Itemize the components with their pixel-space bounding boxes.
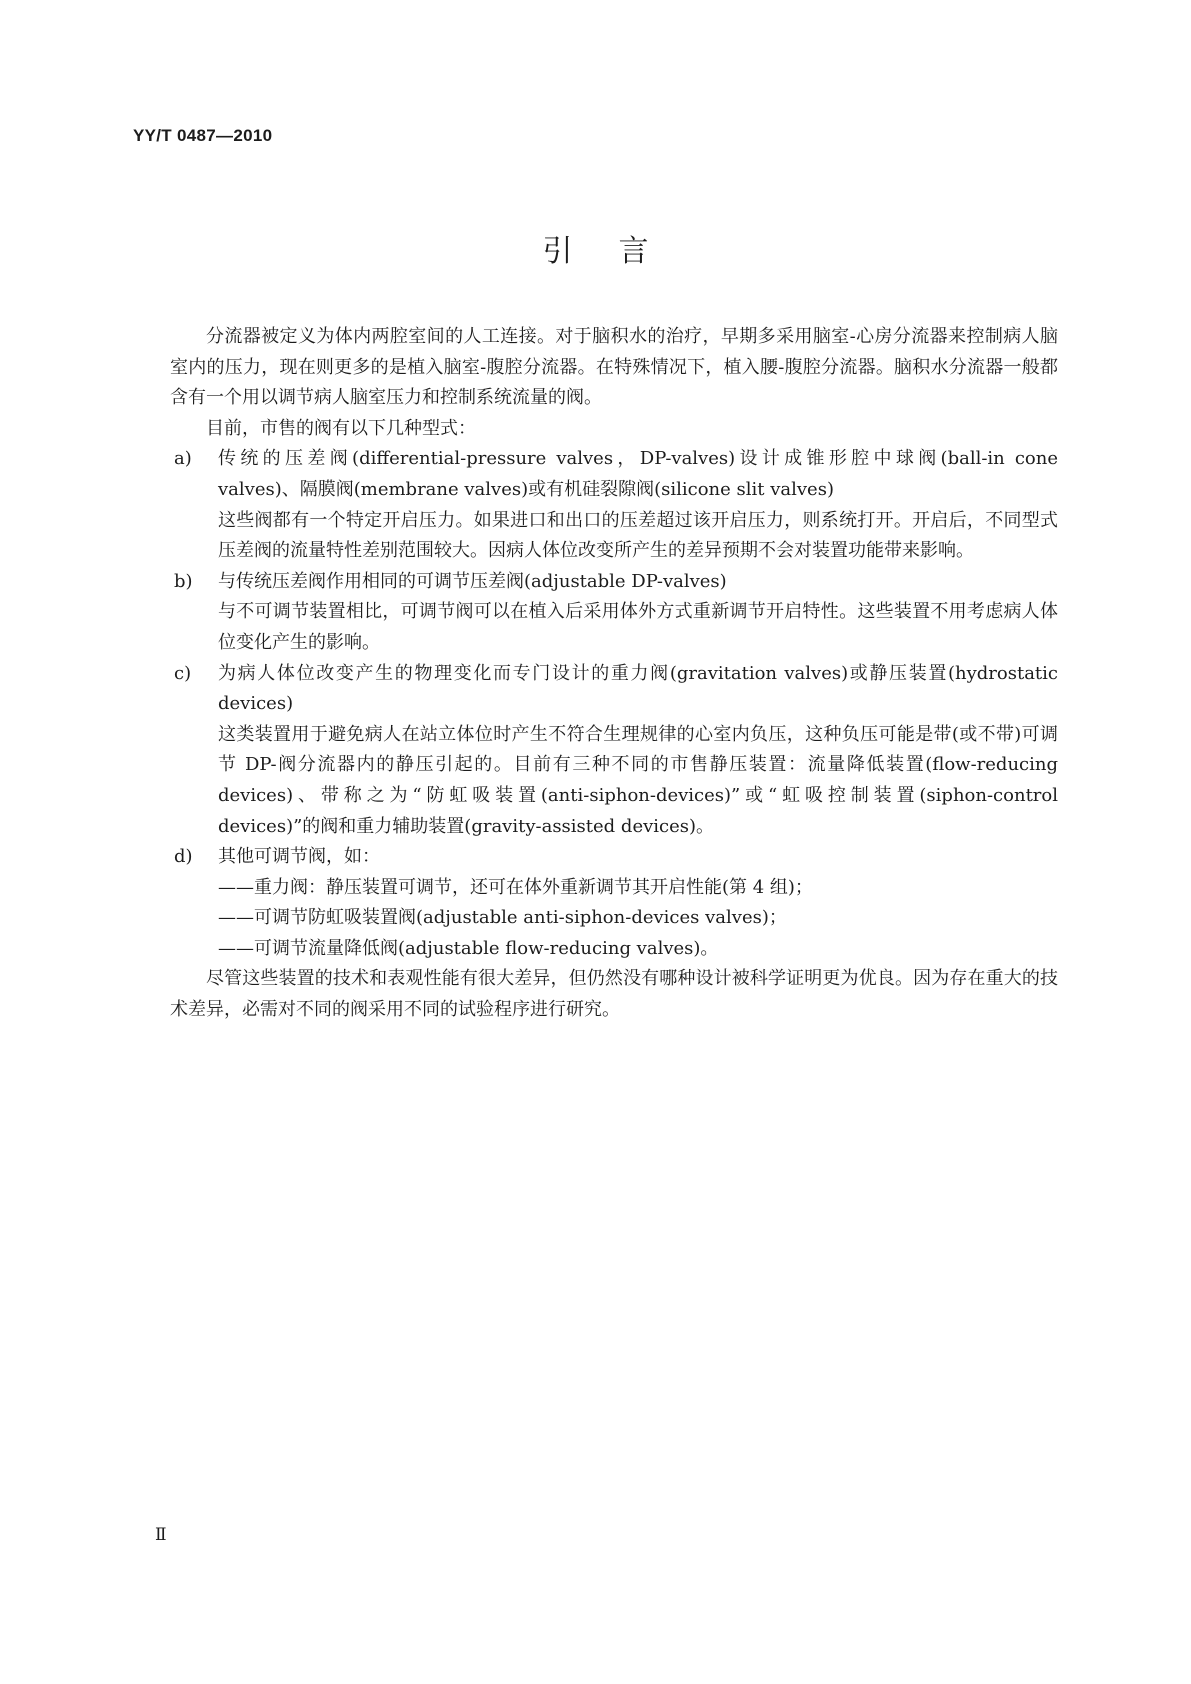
dash-item: ——可调节流量降低阀(adjustable flow-reducing valves)。	[218, 937, 719, 959]
list-item-detail: 这些阀都有一个特定开启压力。如果进口和出口的压差超过该开启压力，则系统打开。开启后，不同型式压差阀的流量特性差别范围较大。因病人体位改变所产生的差异预期不会对装置功能带来影响。	[218, 509, 1058, 562]
dash-item: ——重力阀：静压装置可调节，还可在体外重新调节其开启性能(第 4 组)；	[218, 876, 813, 898]
introduction-body	[170, 322, 1058, 1026]
list-label: b)	[174, 570, 193, 592]
standard-code: YY/T 0487—2010	[133, 126, 273, 145]
list-item-text: 其他可调节阀，如：	[218, 846, 380, 868]
list-item-a	[170, 444, 1058, 566]
intro-paragraph-1: 分流器被定义为体内两腔室间的人工连接。对于脑积水的治疗，早期多采用脑室-心房分流器来控制病人脑室内的压力，现在则更多的是植入脑室-腹腔分流器。在特殊情况下，植入腰-腹腔分流器。脑积水分流器一般都含有一个用以调节病人脑室压力和控制系统流量的阀。	[170, 326, 1058, 409]
closing-paragraph: 尽管这些装置的技术和表观性能有很大差异，但仍然没有哪种设计被科学证明更为优良。因为存在重大的技术差异，必需对不同的阀采用不同的试验程序进行研究。	[170, 968, 1058, 1021]
page-number: Ⅱ	[155, 1525, 167, 1545]
list-item-text: 为病人体位改变产生的物理变化而专门设计的重力阀(gravitation valves)或静压装置(hydrostatic devices)	[218, 662, 1058, 715]
list-item-detail: 与不可调节装置相比，可调节阀可以在植入后采用体外方式重新调节开启特性。这些装置不用考虑病人体位变化产生的影响。	[218, 601, 1058, 653]
dash-item: ——可调节防虹吸装置阀(adjustable anti-siphon-devices valves)；	[218, 907, 787, 929]
list-item-b	[170, 567, 1058, 659]
list-item-detail: 这类装置用于避免病人在站立体位时产生不符合生理规律的心室内负压，这种负压可能是带(或不带)可调节 DP-阀分流器内的静压引起的。目前有三种不同的市售静压装置：流量降低装置(flow-reducing devices)、带称之为“防虹吸装置(anti-siphon-devices)”或“虹吸控制装置(siphon-control devices)”的阀和重力辅助装置(gravity-assisted devices)。	[218, 723, 1058, 837]
page-title: 引言	[542, 234, 695, 269]
list-item-c	[170, 659, 1058, 843]
list-item-text: 传统的压差阀(differential-pressure valves，DP-valves)设计成锥形腔中球阀(ball-in cone valves)、隔膜阀(membrane valves)或有机硅裂隙阀(silicone slit valves)	[218, 448, 1058, 500]
list-label: d)	[174, 846, 193, 868]
list-item-text: 与传统压差阀作用相同的可调节压差阀(adjustable DP-valves)	[218, 570, 727, 592]
list-label: a)	[174, 448, 192, 470]
intro-paragraph-2: 目前，市售的阀有以下几种型式：	[206, 417, 476, 439]
list-item-d	[170, 842, 1058, 964]
list-label: c)	[174, 662, 192, 684]
